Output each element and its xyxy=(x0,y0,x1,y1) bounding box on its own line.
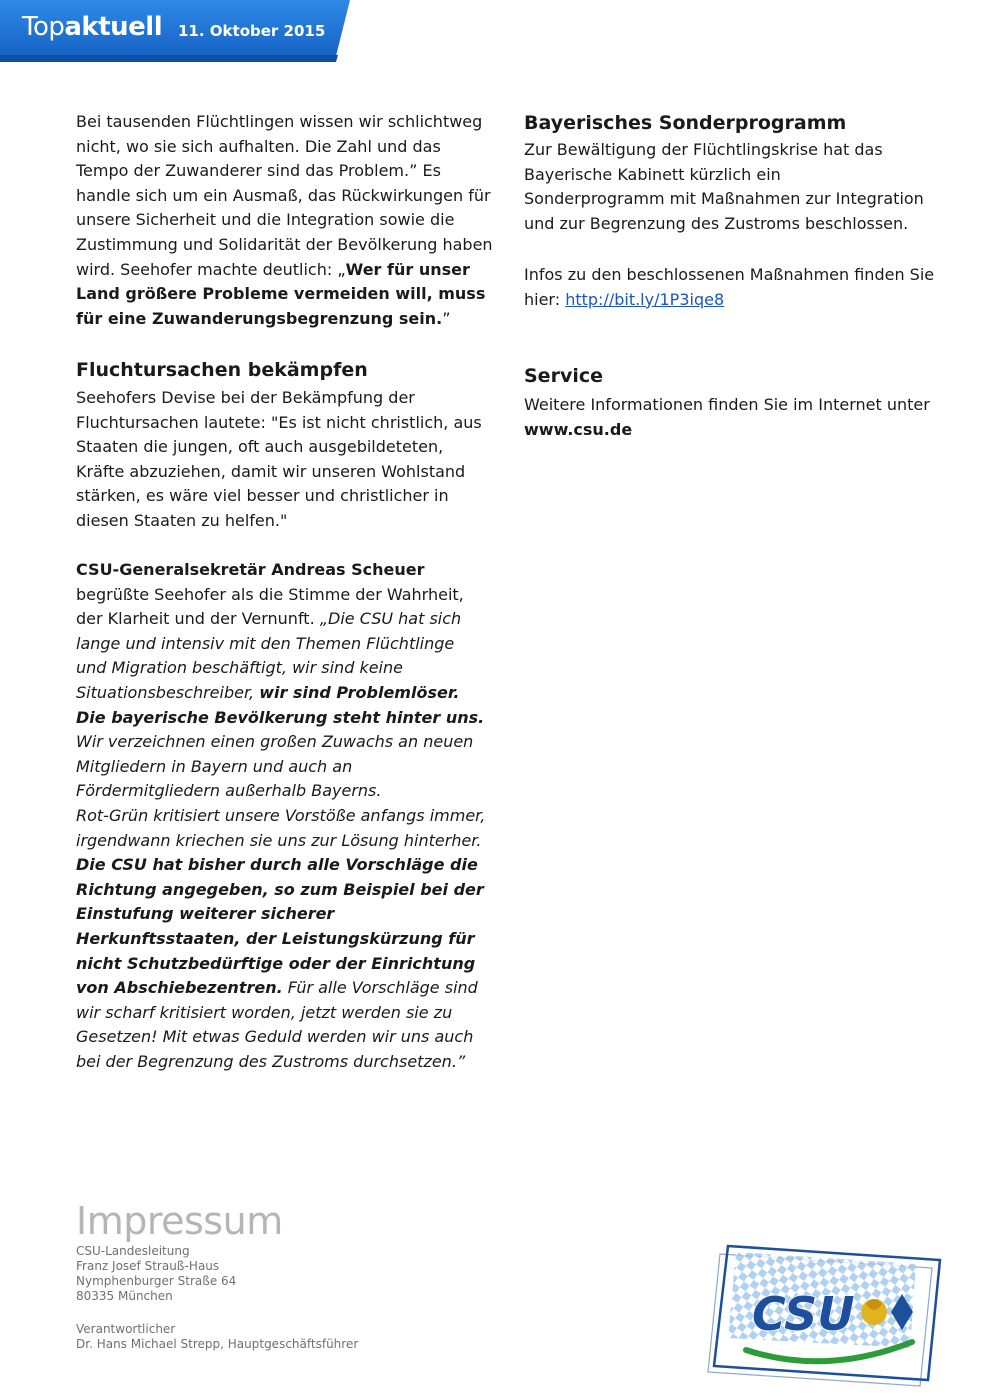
csu-logo-graphic xyxy=(706,1238,946,1388)
fluchtursachen-paragraph: Seehofers Devise bei der Bekämpfung der Fluchtursachen lautete: "Es ist nicht christlich, aus Staaten die jungen, oft auch ausgebildeteten, Kräfte abzuziehen, damit wir unseren Wohlstand stärken, es wäre viel besser und christlicher in diesen Staaten zu helfen." xyxy=(76,388,482,530)
service-paragraph xyxy=(524,393,944,442)
heading-service: Service xyxy=(524,365,603,387)
heading-fluchtursachen: Fluchtursachen bekämpfen xyxy=(76,359,368,381)
impressum-line: Verantwortlicher xyxy=(76,1322,176,1336)
text-run: Die CSU hat bisher durch alle Vorschläge die Richtung angegeben, so zum Beispiel bei der Einstufung weiterer sicherer Herkunftsstaaten, der Leistungskürzung für nicht Schutzbedürftige oder der Einrichtung von Abschiebezentren. xyxy=(76,855,484,998)
impressum-line: Dr. Hans Michael Strepp, Hauptgeschäftsführer xyxy=(76,1337,359,1351)
text-run: Bei tausenden Flüchtlingen wissen wir schlichtweg nicht, wo sie sich aufhalten. Die Zahl und das Tempo der Zuwanderer sind das Problem.” Es handle sich um ein Ausmaß, das Rückwirkungen für unsere Sicherheit und die Integration sowie die Zustimmung und Solidarität der Bevölkerung haben wird. Seehofer machte deutlich: „ xyxy=(76,112,493,279)
text-run: Wir verzeichnen einen großen Zuwachs an neuen Mitgliedern in Bayern und auch an Fördermitgliedern außerhalb Bayerns. xyxy=(76,732,474,801)
csu-logo-text: CSU xyxy=(752,1287,855,1341)
header-title xyxy=(22,12,162,42)
sonderprogramm-paragraph: Zur Bewältigung der Flüchtlingskrise hat das Bayerische Kabinett kürzlich ein Sonderprogramm mit Maßnahmen zur Integration und zur Begrenzung des Zustroms beschlossen. xyxy=(524,140,924,233)
heading-bayerisches-sonderprogramm: Bayerisches Sonderprogramm xyxy=(524,112,847,134)
infos-text: Infos zu den beschlossenen Maßnahmen finden Sie hier: xyxy=(524,265,935,309)
text-run: Wer für unser Land größere Probleme vermeiden will, muss für eine Zuwanderungsbegrenzung sein. xyxy=(76,259,486,328)
impressum-line: 80335 München xyxy=(76,1289,173,1303)
csu-logo xyxy=(706,1238,946,1388)
impressum-line: Franz Josef Strauß-Haus xyxy=(76,1259,220,1273)
text-run: Rot-Grün kritisiert unsere Vorstöße anfangs immer, irgendwann kriechen sie uns zur Lösung hinterher. xyxy=(76,806,486,850)
text-run: wir sind Problemlöser. Die bayerische Bevölkerung steht hinter uns. xyxy=(76,682,485,727)
text-run: ” xyxy=(442,308,451,328)
intro-paragraph xyxy=(76,110,494,331)
scheuer-paragraph xyxy=(76,558,486,804)
impressum-title: Impressum xyxy=(76,1199,283,1243)
rotgruen-paragraph xyxy=(76,804,486,1075)
text-run: „Die CSU hat sich lange und intensiv mit den Themen Flüchtlinge und Migration beschäftigt, wir sind keine Situationsbeschreiber, xyxy=(76,609,462,702)
text-run: CSU-Generalsekretär Andreas Scheuer xyxy=(76,560,425,579)
sonderprogramm-link[interactable]: http://bit.ly/1P3iqe8 xyxy=(565,289,725,309)
header-title-bold: aktuell xyxy=(64,12,163,42)
header-title-light: Top xyxy=(22,12,65,42)
impressum-line: CSU-Landesleitung xyxy=(76,1244,190,1258)
impressum-line: Nymphenburger Straße 64 xyxy=(76,1274,237,1288)
header-banner xyxy=(0,0,350,62)
infos-paragraph xyxy=(524,263,944,312)
service-text: Weitere Informationen finden Sie im Internet unter xyxy=(524,395,930,414)
text-run: begrüßte Seehofer als die Stimme der Wahrheit, der Klarheit und der Vernunft. xyxy=(76,584,464,629)
impressum xyxy=(76,1198,358,1352)
header-date: 11. Oktober 2015 xyxy=(178,22,326,40)
text-run: Für alle Vorschläge sind wir scharf kritisiert worden, jetzt werden sie zu Gesetzen! Mit etwas Geduld werden wir uns auch bei der Begrenzung des Zustroms durchsetzen.” xyxy=(76,978,478,1071)
service-url[interactable]: www.csu.de xyxy=(524,419,633,439)
